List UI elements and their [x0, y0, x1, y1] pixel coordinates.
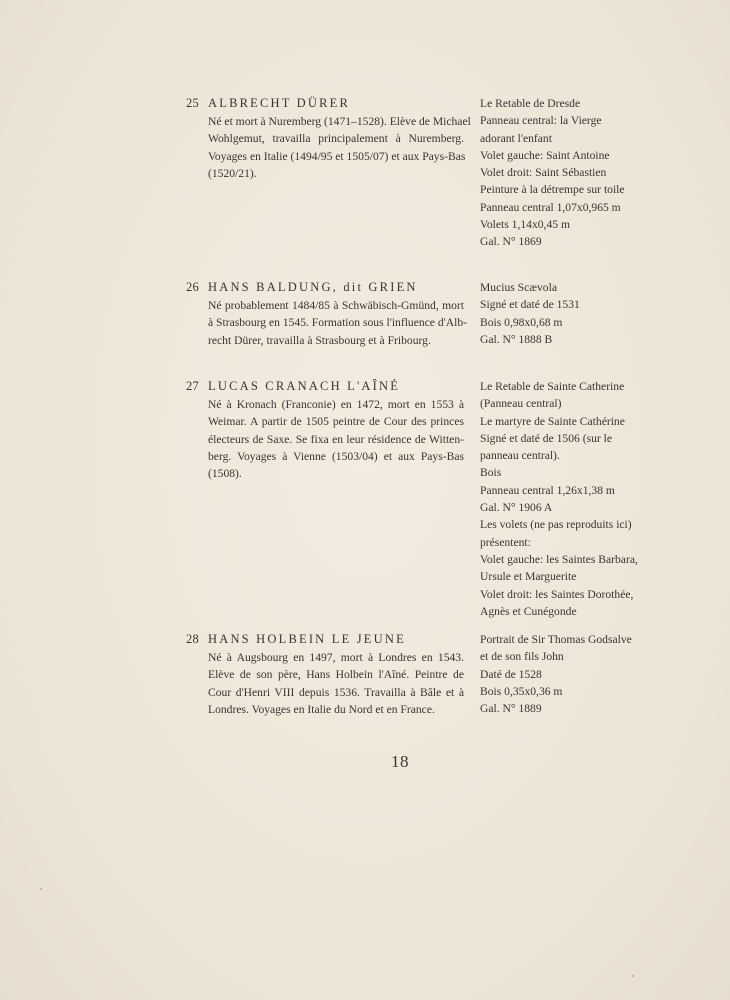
page-number: 18 [391, 752, 409, 771]
work-line: Daté de 1528 [480, 667, 542, 681]
work-line: Le Retable de Dresde [480, 97, 581, 110]
bio-line: recht Dürer, travailla à Strasbourg et à Fribourg. [208, 333, 431, 347]
artist-name: ALBRECHT DÜRER [208, 96, 351, 110]
bio-line: Elève de son père, Hans Holbein l'Aîné. Peintre de [208, 668, 464, 682]
artist-block [208, 378, 464, 482]
work-line: Volet gauche: les Saintes Barbara, [480, 552, 638, 566]
work-line: Gal. N° 1888 B [480, 332, 553, 346]
work-line: Portrait de Sir Thomas Godsalve [480, 633, 632, 646]
work-line: Gal. N° 1869 [480, 235, 542, 249]
work-line: Bois [480, 466, 502, 480]
artist-block [208, 279, 467, 349]
work-line: Volet gauche: Saint Antoine [480, 148, 610, 162]
work-line: Volets 1,14x0,45 m [480, 218, 570, 232]
work-line: Gal. N° 1889 [480, 702, 542, 716]
bio-line: Londres. Voyages en Italie du Nord et en France. [208, 702, 435, 716]
work-line: Mucius Scævola [480, 281, 557, 294]
entry-number: 26 [186, 280, 200, 294]
artist-name: HANS HOLBEIN LE JEUNE [208, 632, 406, 646]
work-line: Panneau central: la Vierge [480, 114, 602, 128]
work-line: Volet droit: Saint Sébastien [480, 166, 607, 180]
work-line: Le martyre de Sainte Cathérine [480, 414, 625, 428]
work-line: panneau central). [480, 449, 560, 463]
entry-number: 28 [186, 632, 200, 646]
work-line: adorant l'enfant [480, 131, 552, 145]
bio-line: Weimar. A partir de 1505 peintre de Cour des princes [208, 415, 464, 429]
paper-speck [632, 975, 634, 977]
work-line: Bois 0,35x0,36 m [480, 684, 563, 698]
work-line: Gal. N° 1906 A [480, 501, 553, 515]
work-block [480, 279, 650, 348]
bio-line: Voyages en Italie (1494/95 et 1505/07) et aux Pays-Bas [208, 149, 466, 163]
work-line: Signé et daté de 1506 (sur le [480, 431, 613, 445]
work-line: Peinture à la détrempe sur toile [480, 183, 625, 197]
bio-line: berg. Voyages à Vienne (1503/04) et aux Pays-Bas [208, 449, 464, 463]
work-block [480, 95, 650, 251]
work-line: présentent: [480, 535, 531, 549]
artist-block [208, 95, 471, 182]
work-block [480, 631, 650, 717]
work-line: Agnès et Cunégonde [480, 604, 577, 618]
bio-line: (1520/21). [208, 166, 257, 180]
work-line: Signé et daté de 1531 [480, 298, 580, 312]
bio-line: Wohlgemut, travailla principalement à Nuremberg. [208, 132, 464, 146]
entry-number: 27 [186, 379, 200, 393]
work-line: (Panneau central) [480, 397, 562, 411]
bio-line: électeurs de Saxe. Se fixa en leur résidence de Witten- [208, 432, 464, 446]
work-line: Les volets (ne pas reproduits ici) [480, 518, 632, 532]
paper-speck [40, 888, 42, 890]
bio-line: Né et mort à Nuremberg (1471–1528). Elève de Michael [208, 115, 471, 128]
bio-line: (1508). [208, 467, 242, 481]
work-line: et de son fils John [480, 650, 564, 664]
work-line: Le Retable de Sainte Catherine [480, 380, 625, 393]
artist-name: LUCAS CRANACH L'AÎNÉ [208, 379, 401, 393]
work-line: Volet droit: les Saintes Dorothée, [480, 587, 634, 601]
work-line: Panneau central 1,07x0,965 m [480, 200, 621, 214]
bio-line: Né à Augsbourg en 1497, mort à Londres en 1543. [208, 651, 464, 664]
bio-line: Cour d'Henri VIII depuis 1536. Travailla à Bâle et à [208, 685, 464, 699]
bio-line: Né à Kronach (Franconie) en 1472, mort en 1553 à [208, 398, 464, 411]
artist-name: HANS BALDUNG, dit GRIEN [208, 280, 418, 294]
bio-line: Né probablement 1484/85 à Schwäbisch-Gmünd, mort [208, 299, 464, 312]
work-line: Ursule et Marguerite [480, 570, 577, 584]
bio-line: à Strasbourg en 1545. Formation sous l'influence d'Alb- [208, 316, 467, 330]
entry-number: 25 [186, 96, 200, 110]
artist-block [208, 631, 464, 718]
work-line: Bois 0,98x0,68 m [480, 315, 563, 329]
work-block [480, 378, 650, 620]
work-line: Panneau central 1,26x1,38 m [480, 483, 615, 497]
